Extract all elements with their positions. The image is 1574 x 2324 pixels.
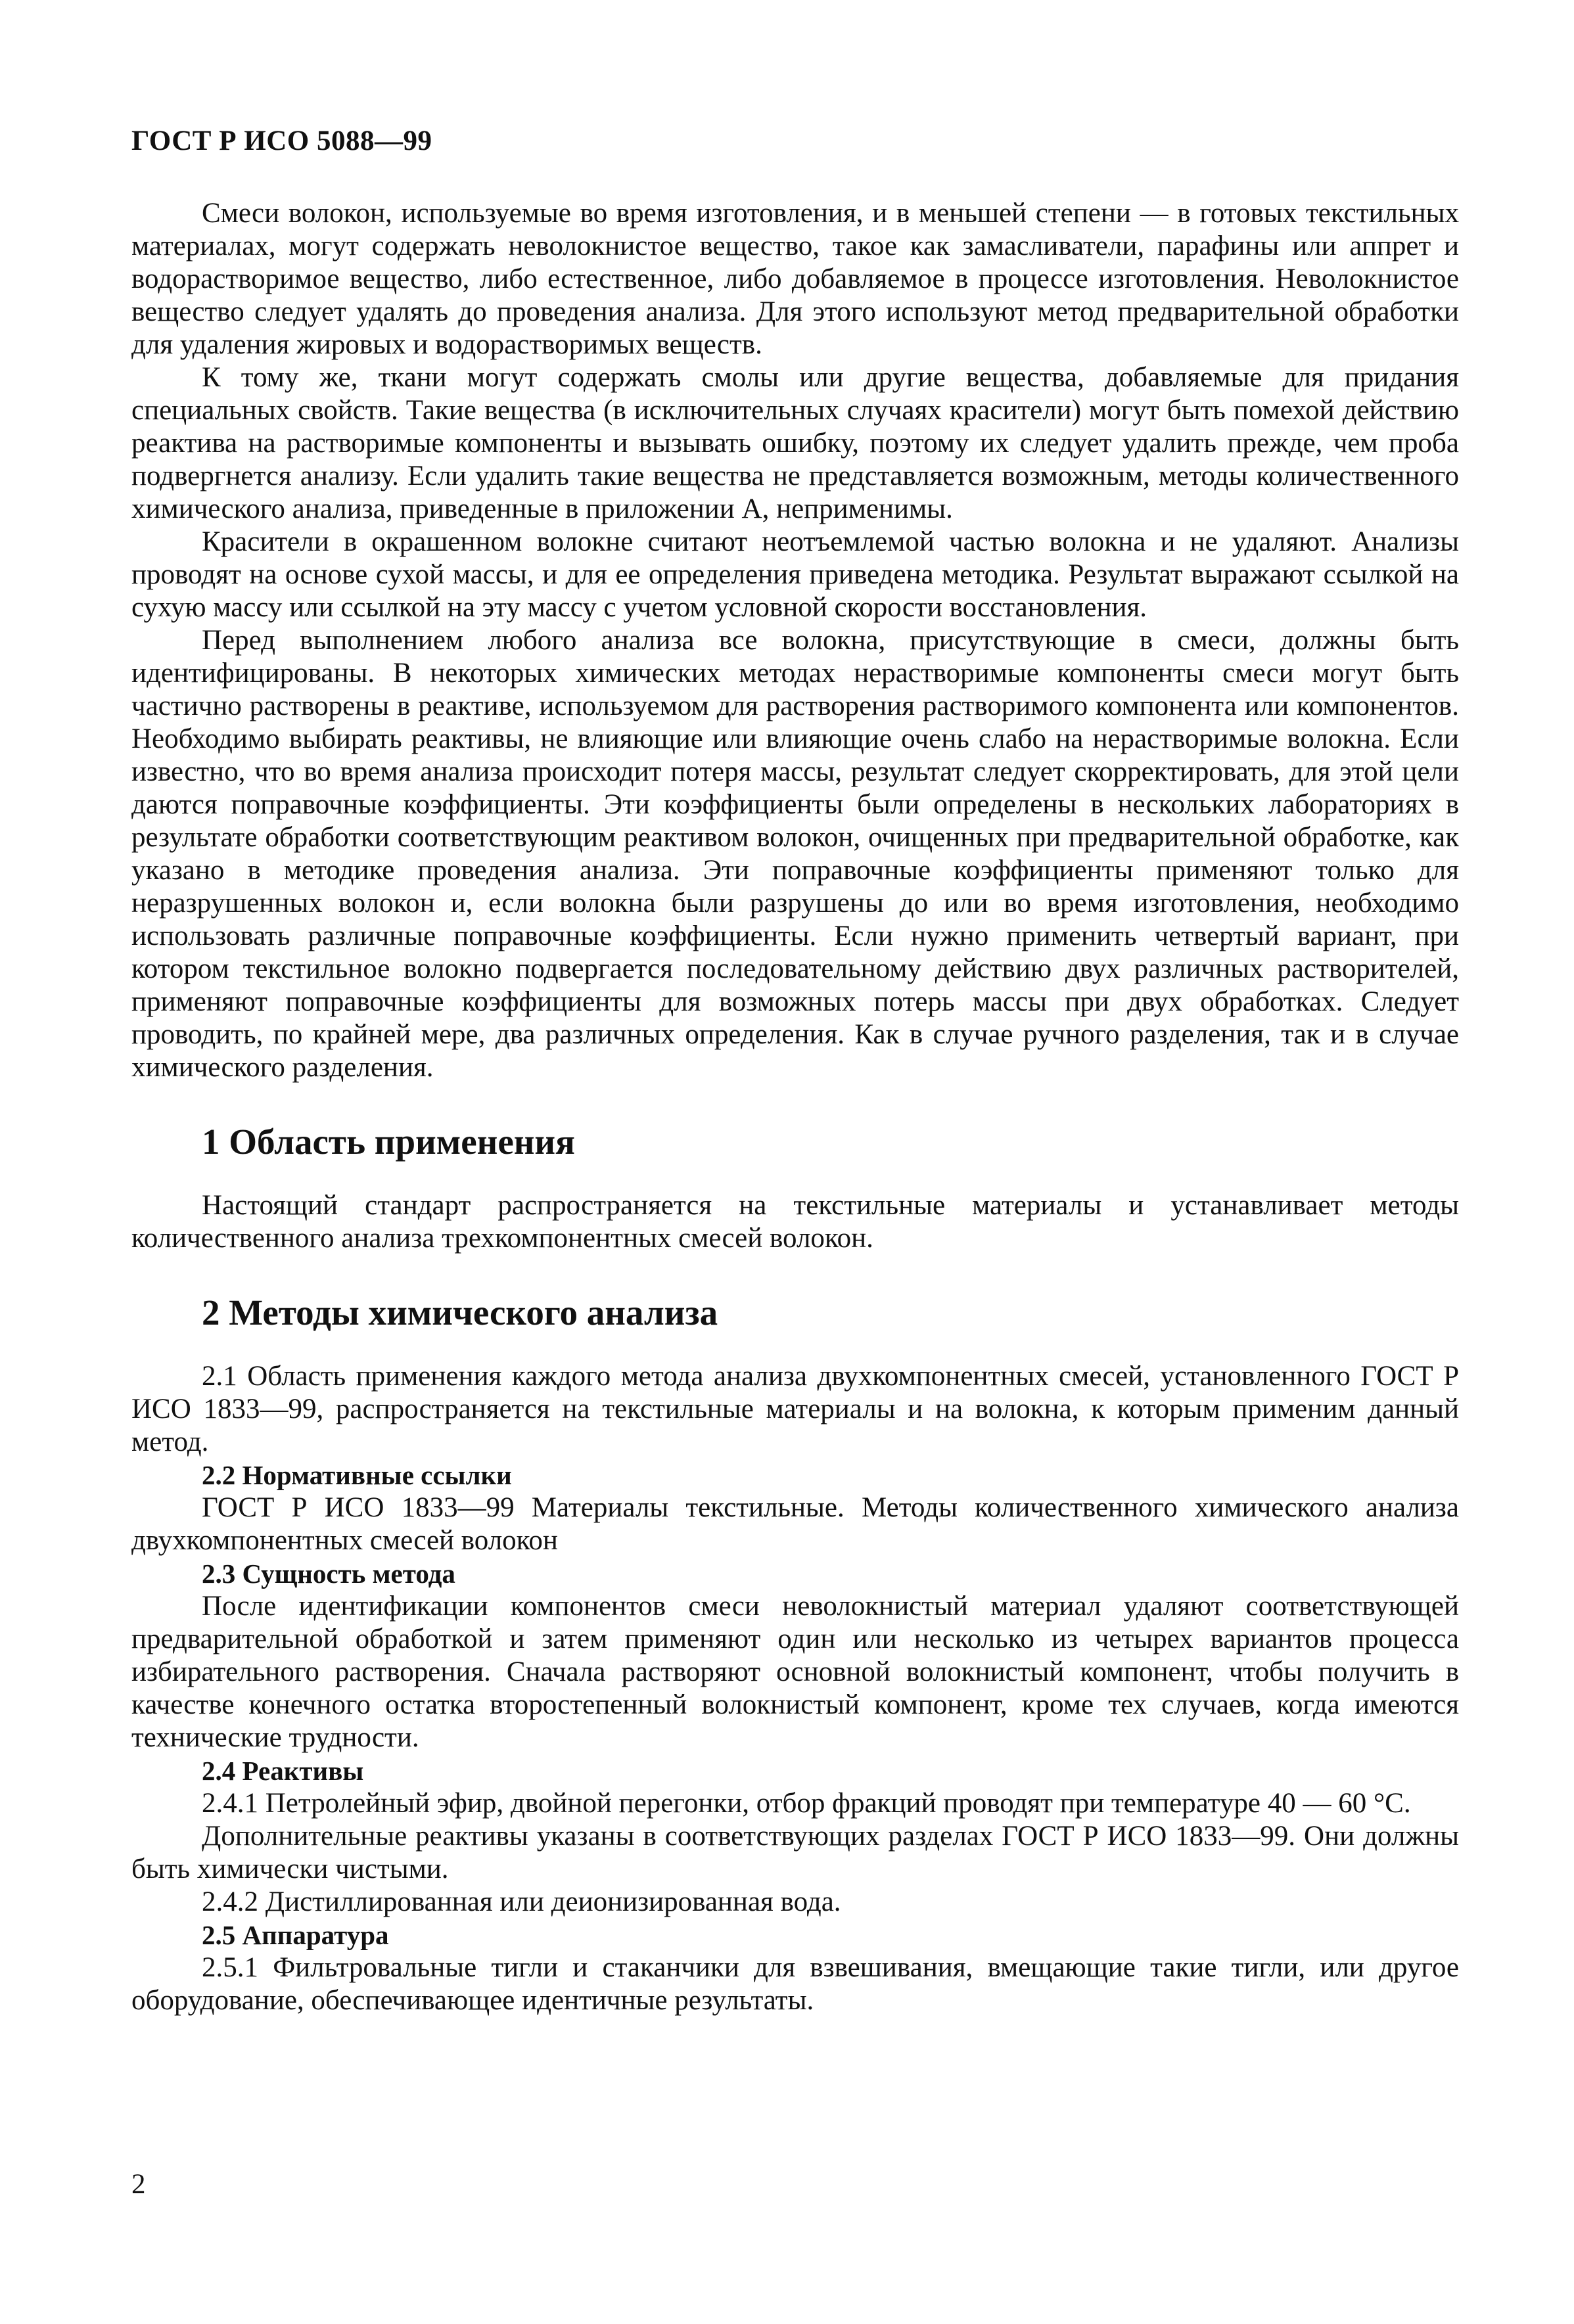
section-1-text: Настоящий стандарт распространяется на текстильные материалы и устанавливает методы количественного анализа трехкомпонентных смесей волокон. xyxy=(131,1190,1459,1254)
document-header: ГОСТ Р ИСО 5088—99 xyxy=(131,125,432,156)
clause-2-5-1: 2.5.1 Фильтровальные тигли и стаканчики для взвешивания, вмещающие такие тигли, или другое оборудование, обеспечивающее идентичные результаты. xyxy=(131,1952,1459,2016)
document-body xyxy=(131,197,1459,2017)
clause-2-4-additional: Дополнительные реактивы указаны в соответствующих разделах ГОСТ Р ИСО 1833—99. Они должны быть химически чистыми. xyxy=(131,1821,1459,1884)
clause-2-4-1: 2.4.1 Петролейный эфир, двойной перегонки, отбор фракций проводят при температуре 40 — 60 °С. xyxy=(202,1788,1411,1819)
intro-paragraph-2: К тому же, ткани могут содержать смолы или другие вещества, добавляемые для придания специальных свойств. Такие вещества (в исключительных случаях красители) могут быть помехой действию реактива на растворимые компоненты и вызывать ошибку, поэтому их следует удалить прежде, чем проба подвергнется анализу. Если удалить такие вещества не представляется возможным, методы количественного химического анализа, приведенные в приложении А, неприменимы. xyxy=(131,362,1459,524)
page-number: 2 xyxy=(131,2169,146,2200)
clause-2-4-heading: 2.4 Реактивы xyxy=(202,1756,364,1786)
section-1-title: 1 Область применения xyxy=(202,1122,575,1162)
section-2-title: 2 Методы химического анализа xyxy=(202,1292,718,1333)
clause-2-1: 2.1 Область применения каждого метода анализа двухкомпонентных смесей, установленного ГОСТ Р ИСО 1833—99, распространяется на текстильные материалы и на волокна, к которым применим данный метод. xyxy=(131,1361,1459,1457)
intro-paragraph-4: Перед выполнением любого анализа все волокна, присутствующие в смеси, должны быть идентифицированы. В некоторых химических методах нерастворимые компоненты смеси могут быть частично растворены в реактиве, используемом для растворения растворимого компонента или компонентов. Необходимо выбирать реактивы, не влияющие или влияющие очень слабо на нерастворимые волокна. Если известно, что во время анализа происходит потеря массы, результат следует скорректировать, для этой цели даются поправочные коэффициенты. Эти коэффициенты были определены в нескольких лабораториях в результате обработки соответствующим реактивом волокон, очищенных при предварительной обработке, как указано в методике проведения анализа. Эти поправочные коэффициенты применяют только для неразрушенных волокон и, если волокна были разрушены до или во время изготовления, необходимо использовать различные поправочные коэффициенты. Если нужно применить четвертый вариант, при котором текстильное волокно подвергается последовательному действию двух различных растворителей, применяют поправочные коэффициенты для возможных потерь массы при двух обработках. Следует проводить, по крайней мере, два различных определения. Как в случае ручного разделения, так и в случае химического разделения. xyxy=(131,625,1459,1083)
clause-2-2-text: ГОСТ Р ИСО 1833—99 Материалы текстильные. Методы количественного химического анализа двухкомпонентных смесей волокон xyxy=(131,1492,1459,1556)
clause-2-5-heading: 2.5 Аппаратура xyxy=(202,1920,389,1950)
intro-paragraph-1: Смеси волокон, используемые во время изготовления, и в меньшей степени — в готовых текстильных материалах, могут содержать неволокнистое вещество, такое как замасливатели, парафины или аппрет и водорастворимое вещество, либо естественное, либо добавляемое в процессе изготовления. Неволокнистое вещество следует удалять до проведения анализа. Для этого используют метод предварительной обработки для удаления жировых и водорастворимых веществ. xyxy=(131,198,1459,360)
clause-2-3-text: После идентификации компонентов смеси неволокнистый материал удаляют соответствующей предварительной обработкой и затем применяют один или несколько из четырех вариантов процесса избирательного растворения. Сначала растворяют основной волокнистый компонент, чтобы получить в качестве конечного остатка второстепенный волокнистый компонент, кроме тех случаев, когда имеются технические трудности. xyxy=(131,1591,1459,1753)
clause-2-2-heading: 2.2 Нормативные ссылки xyxy=(202,1460,512,1490)
clause-2-3-heading: 2.3 Сущность метода xyxy=(202,1559,455,1589)
intro-paragraph-3: Красители в окрашенном волокне считают неотъемлемой частью волокна и не удаляют. Анализы проводят на основе сухой массы, и для ее определения приведена методика. Результат выражают ссылкой на сухую массу или ссылкой на эту массу с учетом условной скорости восстановления. xyxy=(131,526,1459,623)
clause-2-4-2: 2.4.2 Дистиллированная или деионизированная вода. xyxy=(202,1886,841,1917)
